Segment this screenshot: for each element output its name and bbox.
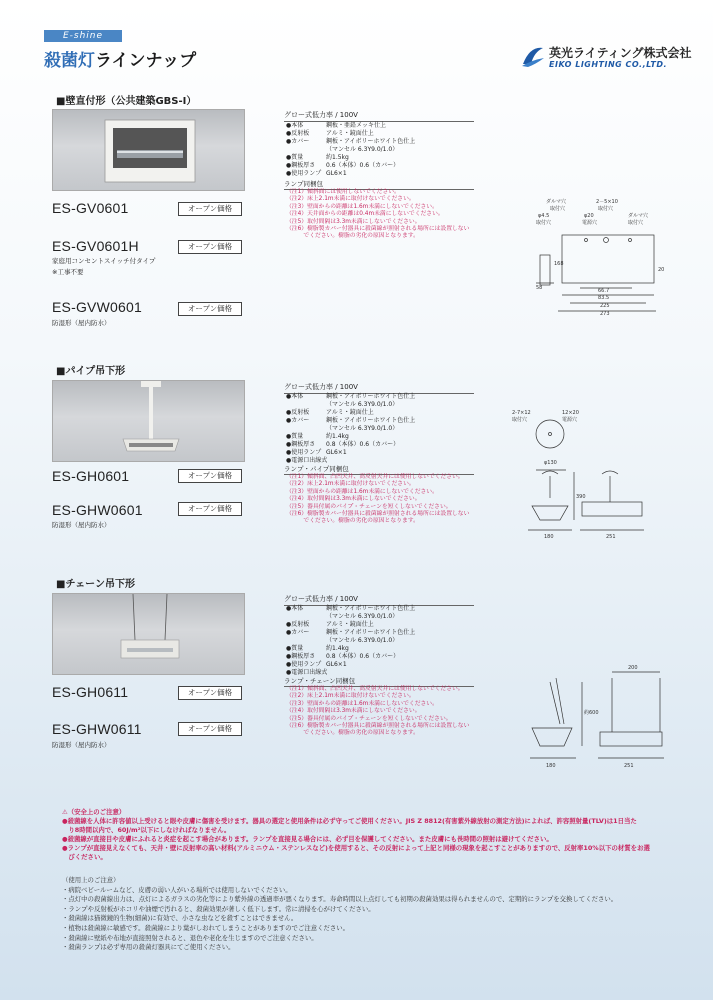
spec-row (286, 425, 476, 433)
spec-value: 鋼板・亜鉛メッキ仕上 (326, 122, 387, 129)
spec-row (286, 629, 476, 637)
spec-key: ●反射板 (286, 409, 310, 416)
spec-row (286, 661, 476, 669)
spec-key: ●質量 (286, 645, 304, 652)
diagram-label: 2-7×12 (512, 410, 531, 416)
section-title-chain: ■チェーン吊下形 (56, 579, 135, 590)
spec-key: ●鋼板厚さ (286, 162, 316, 169)
caution-note: （注3）壁面からの距離は1.6m未満にしないでください。 (286, 700, 438, 707)
spec-row (286, 621, 476, 629)
spec-key: ●本体 (286, 605, 304, 612)
safety-line: ●ランプが直接見えなくても、天井・壁に反射率の高い材料(アルミニウム・ステンレスなど)を使用すると、その反射によって上記と同様の現象を起こすことがありますので、反射率10%以下の材質をお選 (62, 844, 650, 852)
section-title-wall: ■壁直付形（公共建築GBS-Ⅰ） (56, 96, 197, 107)
spec-value: （マンセル 6.3Y9.0/1.0） (326, 613, 399, 620)
page-title-rest: ラインナップ (95, 51, 197, 71)
diagram-label: 取付穴 (628, 220, 644, 226)
caution-note: （注5）取付間隔は3.3m未満にしないでください。 (286, 218, 421, 225)
spec-value: 0.8（本体）0.6（カバー） (326, 441, 400, 448)
spec-row (286, 146, 476, 154)
usage-line: ・病院ベビールームなど、皮膚の弱い人がいる場所では使用しないでください。 (62, 885, 292, 894)
safety-line: り8時間以内で、60J/m²以下にしなければなりません。 (62, 826, 231, 834)
model-name: ES-GH0601 (52, 468, 130, 484)
diagram-label: 66.7 (598, 288, 610, 294)
spec-heading: グロー式低力率 / 100V (284, 110, 474, 122)
usage-title: （使用上のご注意） (62, 876, 120, 884)
diagram-label: 273 (600, 311, 610, 317)
caution-note: （注4）天井面からの距離は0.4m未満にしないでください。 (286, 211, 444, 218)
product-note: 防湿形（屋内防水） (52, 741, 111, 749)
brand-tag: E-shine (44, 30, 122, 42)
spec-row (286, 154, 476, 162)
spec-value: （マンセル 6.3Y9.0/1.0） (326, 146, 399, 153)
spec-row (286, 417, 476, 425)
model-name: ES-GV0601H (52, 238, 139, 254)
diagram-label: 取付穴 (536, 220, 552, 226)
caution-note: （注2）床上2.1m未満に取付けないでください。 (286, 693, 415, 700)
spec-row (286, 653, 476, 661)
spec-key (286, 613, 326, 621)
spec-key: ●電源口出線式 (286, 457, 328, 464)
page-title-highlight: 殺菌灯 (44, 51, 95, 71)
caution-notes (286, 474, 486, 526)
spec-row (286, 138, 476, 146)
dimension-diagram-chain (520, 664, 670, 774)
usage-line: ・殺菌ランプは必ず専用の殺菌灯器具にてご使用ください。 (62, 943, 235, 952)
caution-note: （注2）床上2.1m未満に取付けないでください。 (286, 481, 415, 488)
spec-key: ●使用ランプ (286, 449, 322, 456)
spec-row (286, 645, 476, 653)
spec-key: ●質量 (286, 433, 304, 440)
page-title (44, 46, 196, 71)
price-badge: オープン価格 (178, 469, 242, 483)
spec-value: アルミ・鏡面仕上 (326, 130, 374, 137)
model-name: ES-GVW0601 (52, 299, 142, 315)
diagram-label: 390 (576, 494, 586, 500)
product-photo-pipe (52, 380, 245, 462)
safety-line: びください。 (62, 853, 107, 861)
caution-notes (286, 189, 486, 241)
spec-row (286, 401, 476, 409)
spec-value: 鋼板・アイボリーホワイト色仕上 (326, 138, 416, 145)
spec-value: GL6×1 (326, 449, 347, 456)
diagram-label: φ130 (544, 460, 557, 466)
usage-notice (62, 876, 662, 953)
usage-line: ・植物は殺菌線に敏感です。殺菌線により葉がしおれてしまうことがありますのでご注意ください。 (62, 923, 350, 932)
spec-row (286, 130, 476, 138)
spec-value: アルミ・鏡面仕上 (326, 621, 374, 628)
spec-row (286, 637, 476, 645)
spec-key: ●反射板 (286, 130, 310, 137)
spec-key (286, 637, 326, 645)
model-name: ES-GH0611 (52, 684, 129, 700)
spec-value: 約1.4kg (326, 645, 349, 652)
usage-line: ・点灯中の殺菌線出力は、点灯によるガラスの劣化等により紫外線の透過率が悪くなります。寿命時間以上点灯しても初期の殺菌効果は得られませんので、定期的にランプを交換してください。 (62, 895, 618, 904)
spec-value: 約1.4kg (326, 433, 349, 440)
spec-key: ●本体 (286, 393, 304, 400)
spec-row (286, 605, 476, 613)
spec-value: 鋼板・アイボリーホワイト色仕上 (326, 393, 416, 400)
diagram-label: 58 (536, 285, 543, 291)
safety-title: ⚠（安全上のご注意） (62, 808, 126, 816)
product-photo-wall (52, 109, 245, 191)
spec-heading: グロー式低力率 / 100V (284, 594, 474, 606)
caution-note: でください。樹脂の劣化の原因となります。 (286, 518, 419, 525)
spec-value: 約1.5kg (326, 154, 349, 161)
section-title-pipe: ■パイプ吊下形 (56, 366, 126, 377)
caution-notes (286, 686, 486, 738)
product-note: 家庭用コンセントスイッチ付タイプ (52, 257, 156, 265)
price-badge: オープン価格 (178, 240, 242, 254)
spec-list (286, 122, 476, 178)
spec-key: ●電源口出線式 (286, 669, 328, 676)
diagram-label: φ4.5 (538, 213, 550, 219)
dimension-diagram-pipe (510, 406, 670, 540)
price-badge: オープン価格 (178, 722, 242, 736)
diagram-label: 約600 (584, 710, 599, 716)
spec-list (286, 393, 476, 465)
diagram-label: ダルマ穴 (628, 213, 649, 219)
spec-value: （マンセル 6.3Y9.0/1.0） (326, 637, 399, 644)
caution-note: （注5）器具付属のパイプ・チェーンを短くしないでください。 (286, 715, 452, 722)
spec-value: 0.6（本体）0.6（カバー） (326, 162, 400, 169)
wall-fixture-illustration (53, 110, 246, 192)
spec-value: 0.8（本体）0.6（カバー） (326, 653, 400, 660)
spec-key (286, 425, 326, 433)
caution-note: （注6）樹脂製カバー付器具に殺菌線が照射される場所には設置しない (286, 723, 470, 730)
diagram-label: 168 (554, 261, 564, 267)
caution-note: （注1）傾斜面、凸凹天井、高反射天井には使用しないでください。 (286, 686, 464, 692)
safety-notice (62, 808, 662, 862)
safety-line: ●殺菌線が直接目や皮膚にふれると炎症を起こす場合があります。ランプを直接見る場合には、必ず目を保護してください。また皮膚にも長時間の照射は避けてください。 (62, 835, 553, 843)
caution-note: でください。樹脂の劣化の原因となります。 (286, 233, 419, 240)
model-name: ES-GV0601 (52, 200, 129, 216)
diagram-label: 180 (546, 763, 556, 769)
spec-row (286, 449, 476, 457)
diagram-label: 20 (658, 267, 665, 273)
diagram-label: 225 (600, 303, 610, 309)
diagram-label: 2－5×10 (596, 199, 618, 205)
spec-value: GL6×1 (326, 661, 347, 668)
spec-value: GL6×1 (326, 170, 347, 177)
usage-line: ・殺菌線に壁紙や布地が直接照射されると、退色や老化を生じますのでご注意ください。 (62, 933, 318, 942)
dimension-diagram-wall (510, 195, 670, 325)
diagram-label: 取付穴 (598, 206, 614, 212)
price-badge: オープン価格 (178, 502, 242, 516)
caution-note: でください。樹脂の劣化の原因となります。 (286, 730, 419, 737)
caution-note: （注1）傾斜面、凸凹天井、高反射天井には使用しないでください。 (286, 474, 464, 480)
spec-key: ●鋼板厚さ (286, 653, 316, 660)
chain-fixture-illustration (53, 594, 246, 676)
lamp-heading: ランプ・チェーン同梱包 (284, 676, 474, 687)
diagram-label: 取付穴 (550, 206, 566, 212)
caution-note: （注6）樹脂製カバー付器具に殺菌線が照射される場所には設置しない (286, 511, 470, 518)
spec-value: 鋼板・アイボリーホワイト色仕上 (326, 417, 416, 424)
price-badge: オープン価格 (178, 686, 242, 700)
spec-row (286, 613, 476, 621)
diagram-label: 12×20 (562, 410, 579, 416)
spec-key: ●使用ランプ (286, 661, 322, 668)
pipe-fixture-illustration (53, 381, 246, 463)
spec-row (286, 393, 476, 401)
spec-key (286, 401, 326, 409)
caution-note: （注6）樹脂製カバー付器具に殺菌線が照射される場所には設置しない (286, 226, 470, 233)
spec-key: ●カバー (286, 417, 310, 424)
diagram-label: 電源穴 (562, 417, 578, 423)
spec-value: （マンセル 6.3Y9.0/1.0） (326, 425, 399, 432)
spec-list (286, 605, 476, 677)
spec-row (286, 433, 476, 441)
spec-value: 鋼板・アイボリーホワイト色仕上 (326, 605, 416, 612)
spec-row (286, 170, 476, 178)
spec-heading: グロー式低力率 / 100V (284, 382, 474, 394)
spec-key: ●鋼板厚さ (286, 441, 316, 448)
model-name: ES-GHW0611 (52, 721, 142, 737)
spec-key: ●カバー (286, 138, 310, 145)
spec-key: ●カバー (286, 629, 310, 636)
diagram-label: 180 (544, 534, 554, 540)
spec-key: ●使用ランプ (286, 170, 322, 177)
company-name: 英光ライティング株式会社 (549, 46, 692, 60)
product-photo-chain (52, 593, 245, 675)
product-note: 防湿形（屋内防水） (52, 319, 111, 327)
spec-row (286, 409, 476, 417)
usage-line: ・ランプや反射板がホコリや油煙で汚れると、殺菌効果が著しく低下します。常に清掃を心がけてください。 (62, 904, 375, 913)
diagram-label: φ20 (584, 213, 594, 219)
caution-note: （注4）取付間隔は3.3m未満にしないでください。 (286, 708, 421, 715)
spec-value: アルミ・鏡面仕上 (326, 409, 374, 416)
spec-key: ●本体 (286, 122, 304, 129)
caution-note: （注3）壁面からの距離は1.6m未満にしないでください。 (286, 203, 438, 210)
caution-note: （注5）器具付属のパイプ・チェーンを短くしないでください。 (286, 503, 452, 510)
price-badge: オープン価格 (178, 202, 242, 216)
spec-row (286, 441, 476, 449)
diagram-label: 251 (606, 534, 616, 540)
diagram-label: 取付穴 (512, 417, 528, 423)
price-badge: オープン価格 (178, 302, 242, 316)
caution-note: （注1）傾斜面には使用しないでください。 (286, 189, 400, 195)
product-note: 防湿形（屋内防水） (52, 521, 111, 529)
company-logo-icon (520, 44, 546, 68)
spec-value: 鋼板・アイボリーホワイト色仕上 (326, 629, 416, 636)
company-name-en: EIKO LIGHTING CO.,LTD. (549, 60, 668, 69)
caution-note: （注2）床上2.1m未満に取付けないでください。 (286, 196, 415, 203)
usage-line: ・殺菌線は猫微鏡的生物(細菌)に有効で、小さな虫などを殺すことはできません。 (62, 914, 298, 923)
spec-row (286, 122, 476, 130)
product-note: ※工事不要 (52, 268, 84, 276)
spec-value: （マンセル 6.3Y9.0/1.0） (326, 401, 399, 408)
diagram-label: 83.5 (598, 295, 610, 301)
lamp-heading: ランプ同梱包 (284, 179, 474, 190)
safety-line: ●殺菌線を人体に許容値以上受けると眼や皮膚に傷害を受けます。器具の選定と使用条件は必ず守ってご使用ください。JIS Z 8812(有害紫外線放射の測定方法)によれば、許容照射量(TLV)は1日当た (62, 817, 637, 825)
diagram-label: 251 (624, 763, 634, 769)
diagram-label: ダルマ穴 (546, 199, 567, 205)
diagram-label: 200 (628, 665, 638, 671)
caution-note: （注3）壁面からの距離は1.6m未満にしないでください。 (286, 488, 438, 495)
diagram-label: 電源穴 (582, 220, 598, 226)
model-name: ES-GHW0601 (52, 502, 143, 518)
spec-key: ●反射板 (286, 621, 310, 628)
caution-note: （注4）取付間隔は3.3m未満にしないでください。 (286, 496, 421, 503)
lamp-heading: ランプ・パイプ同梱包 (284, 464, 474, 475)
spec-row (286, 162, 476, 170)
spec-key: ●質量 (286, 154, 304, 161)
spec-key (286, 146, 326, 154)
